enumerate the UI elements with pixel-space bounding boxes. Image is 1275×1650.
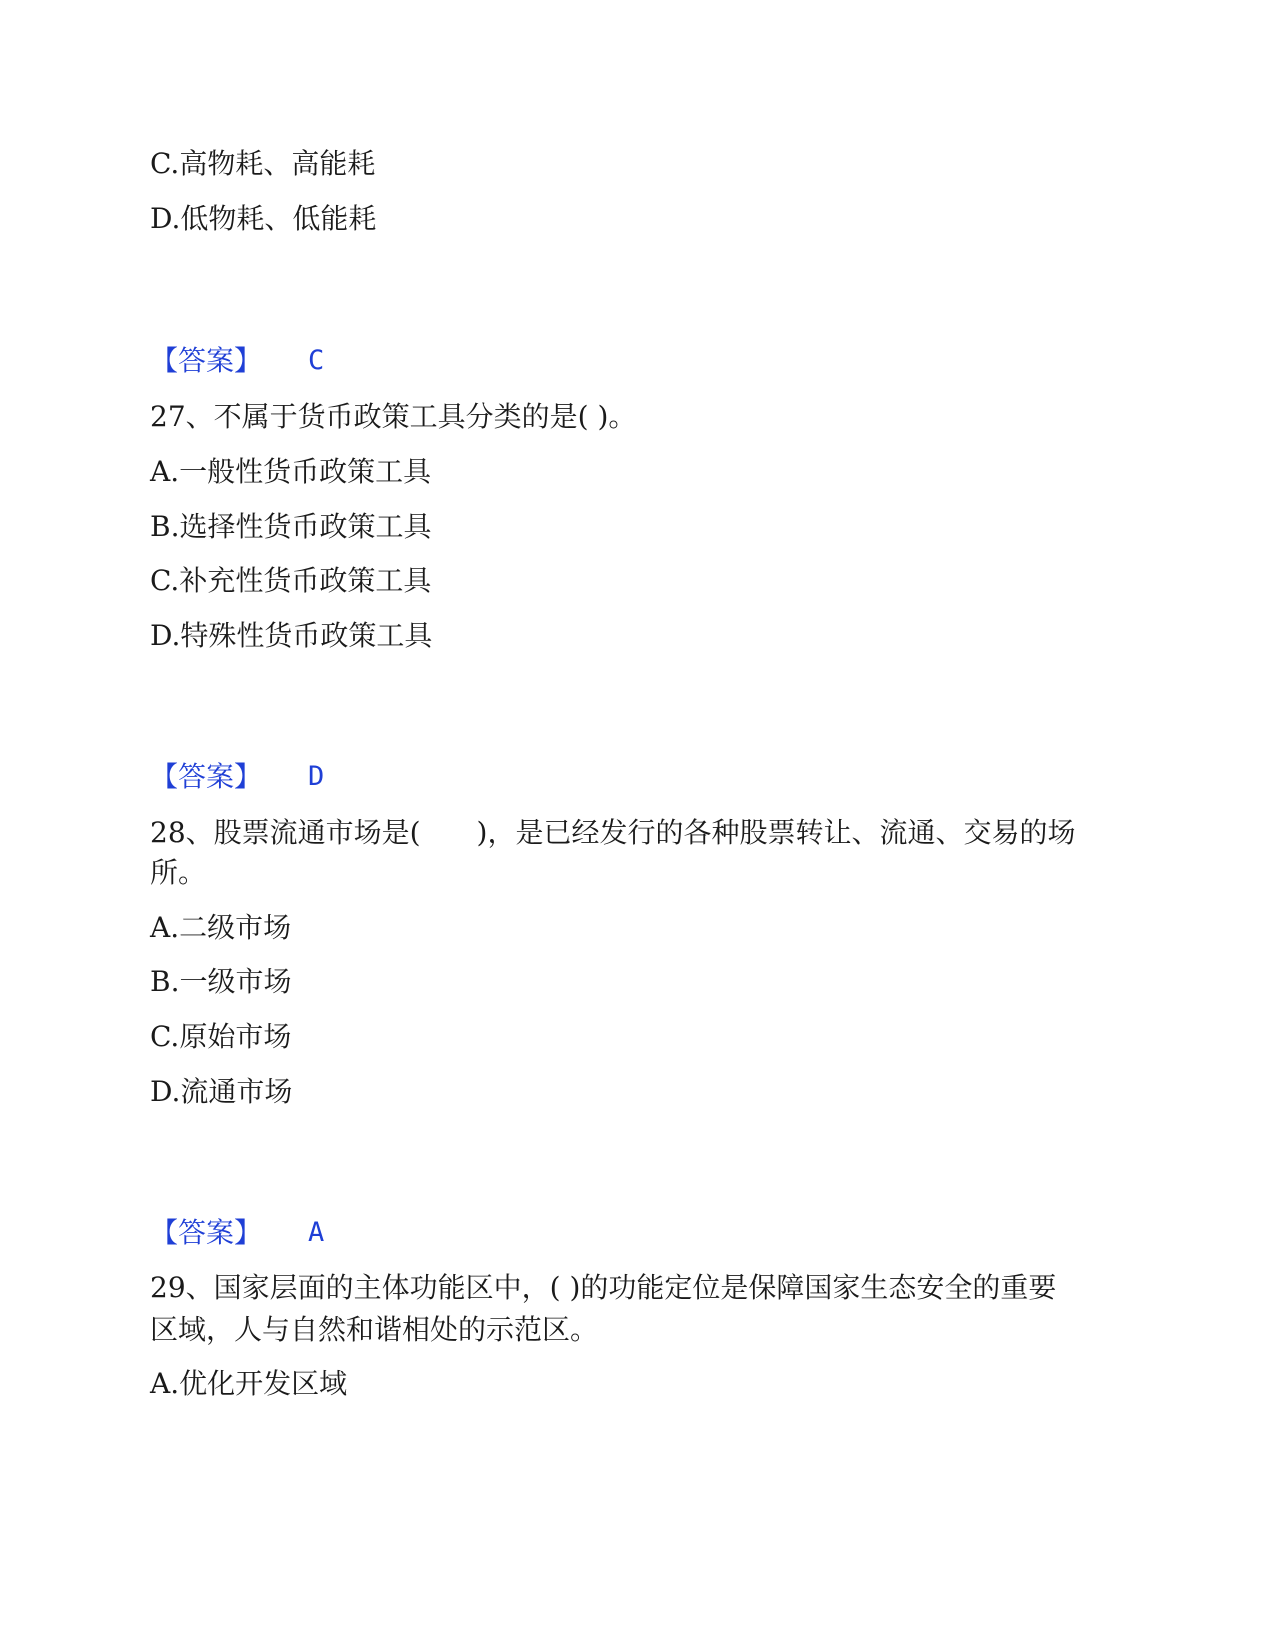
q26-answer-value: C xyxy=(308,345,325,376)
q27-option-a: A.一般性货币政策工具 xyxy=(150,455,432,488)
q27-option-b: B.选择性货币政策工具 xyxy=(150,510,432,543)
q28-option-c: C.原始市场 xyxy=(150,1020,292,1053)
q28-option-d: D.流通市场 xyxy=(150,1075,293,1108)
q28-answer-label: 【答案】 xyxy=(150,1216,263,1249)
q28-stem-line1: 28、股票流通市场是( )，是已经发行的各种股票转让、流通、交易的场 xyxy=(150,816,1076,849)
q28-answer-value: A xyxy=(308,1217,325,1248)
q29-stem-line2: 区域，人与自然和谐相处的示范区。 xyxy=(150,1313,599,1346)
q29-option-a: A.优化开发区域 xyxy=(150,1367,348,1400)
q28-option-b: B.一级市场 xyxy=(150,965,292,998)
q28-option-a: A.二级市场 xyxy=(150,911,292,944)
q27-stem: 27、不属于货币政策工具分类的是( )。 xyxy=(150,400,637,433)
q27-answer-value: D xyxy=(308,761,325,792)
q27-option-d: D.特殊性货币政策工具 xyxy=(150,619,433,652)
q26-option-c: C.高物耗、高能耗 xyxy=(150,147,376,180)
q28-stem-line2: 所。 xyxy=(150,856,207,889)
q27-answer-label: 【答案】 xyxy=(150,760,263,793)
q29-stem-line1: 29、国家层面的主体功能区中，( )的功能定位是保障国家生态安全的重要 xyxy=(150,1271,1057,1304)
q26-option-d: D.低物耗、低能耗 xyxy=(150,202,377,235)
q27-option-c: C.补充性货币政策工具 xyxy=(150,564,432,597)
q26-answer-label: 【答案】 xyxy=(150,344,263,377)
